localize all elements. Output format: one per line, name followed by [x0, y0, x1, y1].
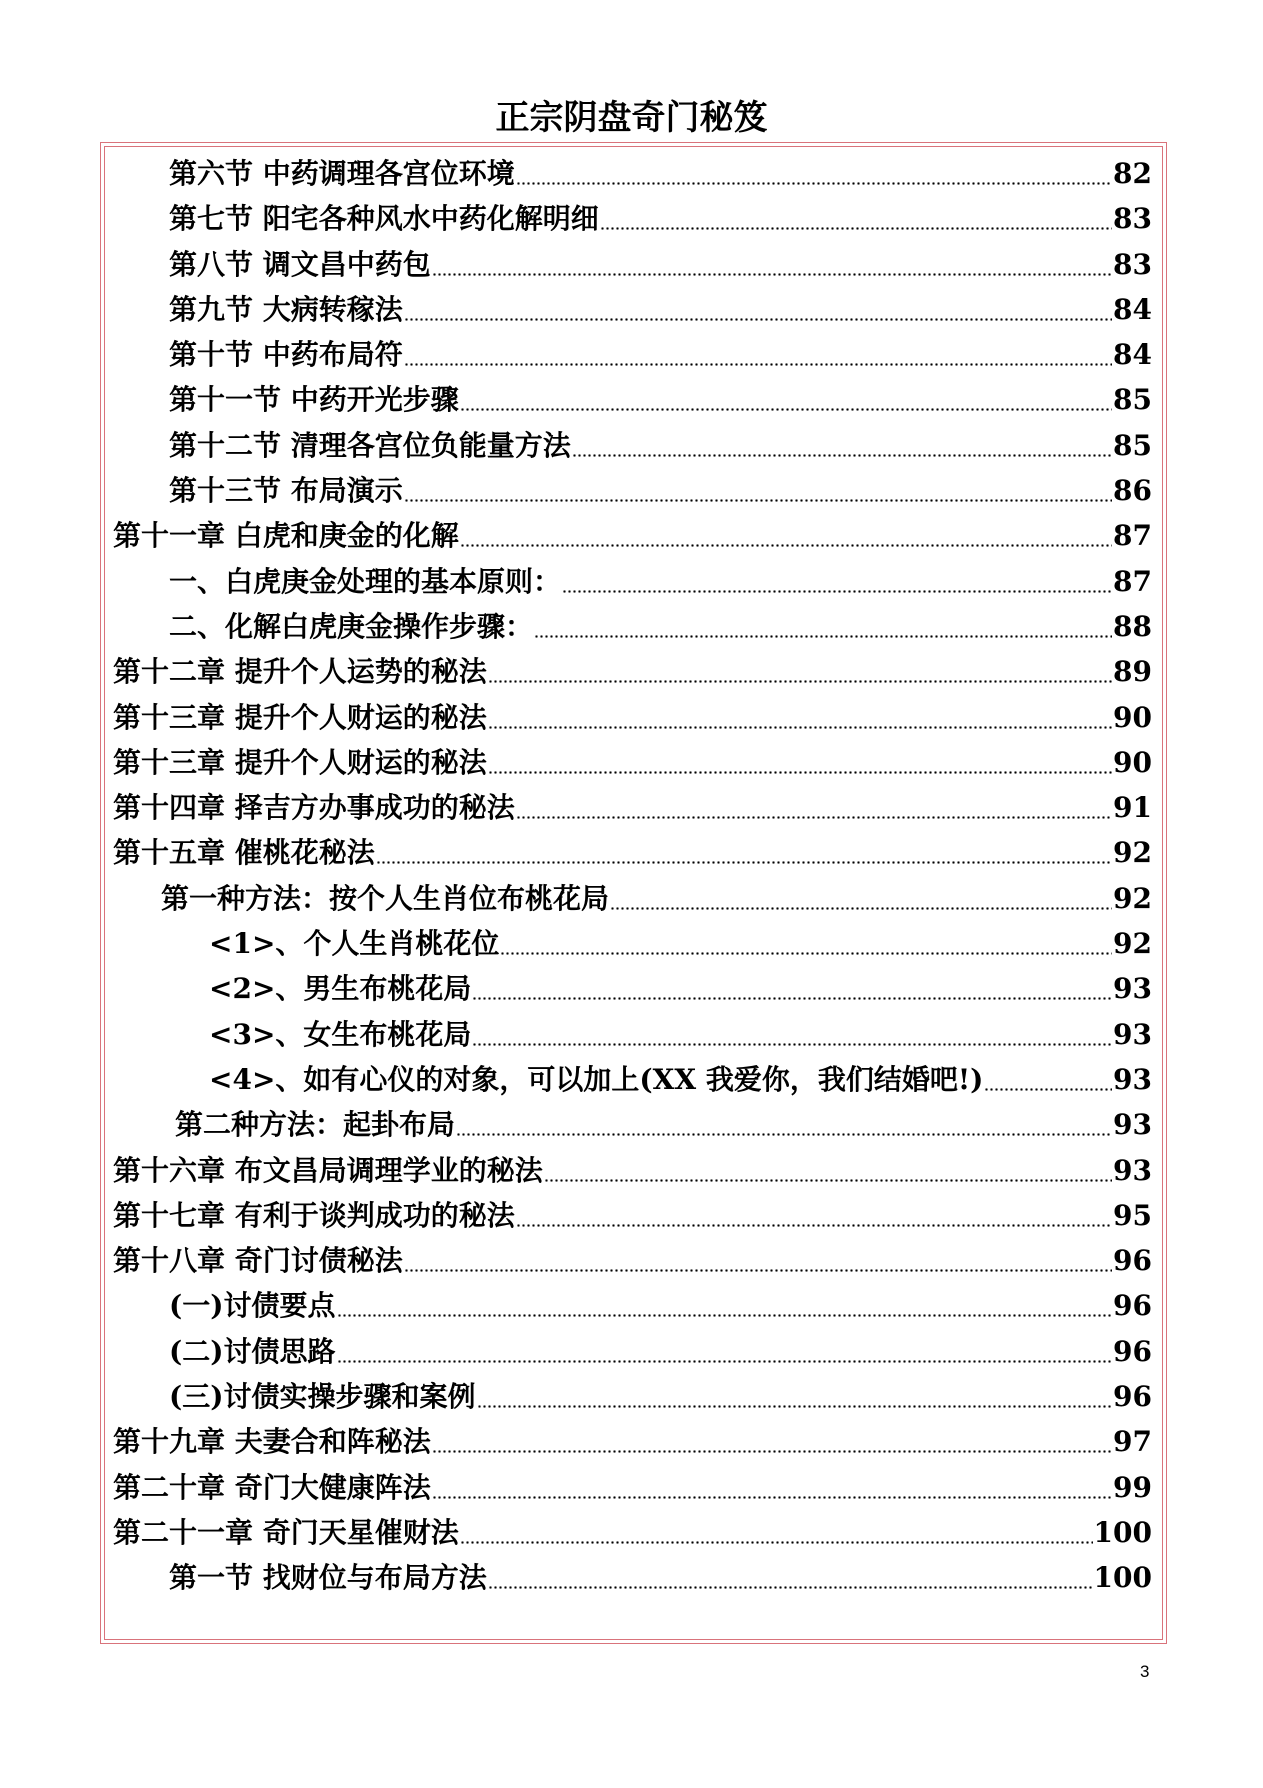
toc-entry[interactable] — [105, 695, 1162, 740]
toc-dot-leader — [456, 1102, 1112, 1147]
toc-entry-page-number: 93 — [1113, 1108, 1152, 1142]
toc-dot-leader — [488, 740, 1112, 785]
toc-entry[interactable] — [105, 966, 1162, 1011]
toc-entry-title: 第八节 调文昌中药包 — [169, 247, 431, 281]
page-number: 3 — [1140, 1662, 1150, 1681]
toc-entry-title: 第十三章 提升个人财运的秘法 — [113, 745, 487, 779]
toc-dot-leader — [477, 1374, 1113, 1419]
toc-dot-leader — [544, 1148, 1112, 1193]
toc-dot-leader — [516, 1193, 1112, 1238]
toc-dot-leader — [572, 423, 1112, 468]
toc-entry-title: 第十九章 夫妻合和阵秘法 — [113, 1425, 431, 1459]
toc-entry-title: 第二种方法：起卦布局 — [175, 1108, 456, 1142]
toc-entry[interactable] — [105, 1283, 1162, 1328]
toc-entry[interactable] — [105, 604, 1162, 649]
toc-entry-page-number: 92 — [1113, 927, 1152, 961]
toc-entry-page-number: 87 — [1113, 564, 1152, 598]
toc-entry-page-number: 93 — [1113, 972, 1152, 1006]
toc-entry[interactable] — [105, 876, 1162, 921]
toc-entry[interactable] — [105, 287, 1162, 332]
toc-entry-page-number: 96 — [1113, 1289, 1152, 1323]
toc-entry[interactable] — [105, 1419, 1162, 1464]
toc-entry-page-number: 95 — [1113, 1198, 1152, 1232]
toc-entry[interactable] — [105, 921, 1162, 966]
toc-entry-title: 第十节 中药布局符 — [169, 338, 403, 372]
toc-entry-page-number: 92 — [1113, 881, 1152, 915]
toc-dot-leader — [432, 1419, 1112, 1464]
toc-dot-leader — [562, 559, 1112, 604]
toc-entry[interactable] — [105, 468, 1162, 513]
toc-dot-leader — [488, 1555, 1093, 1600]
toc-dot-leader — [472, 966, 1112, 1011]
toc-entry-title: 第一种方法：按个人生肖位布桃花局 — [161, 881, 610, 915]
toc-entry-title: (三)讨债实操步骤和案例 — [169, 1380, 476, 1414]
toc-entry-title: 第十二章 提升个人运势的秘法 — [113, 655, 487, 689]
toc-entry-page-number: 96 — [1113, 1380, 1152, 1414]
toc-entry-title: 第十八章 奇门讨债秘法 — [113, 1244, 403, 1278]
toc-entry-title: 第二十章 奇门大健康阵法 — [113, 1470, 431, 1504]
toc-entry[interactable] — [105, 1329, 1162, 1374]
toc-entry[interactable] — [105, 1374, 1162, 1419]
toc-entry[interactable] — [105, 423, 1162, 468]
toc-dot-leader — [404, 468, 1112, 513]
toc-entry-title: 第一节 找财位与布局方法 — [169, 1561, 487, 1595]
toc-entry-title: 第十一节 中药开光步骤 — [169, 383, 459, 417]
toc-entry[interactable] — [105, 1193, 1162, 1238]
toc-dot-leader — [600, 196, 1112, 241]
toc-entry-page-number: 90 — [1113, 745, 1152, 779]
toc-entry-page-number: 96 — [1113, 1244, 1152, 1278]
toc-entry-title: 第十一章 白虎和庚金的化解 — [113, 519, 459, 553]
toc-dot-leader — [432, 1465, 1112, 1510]
toc-entry[interactable] — [105, 377, 1162, 422]
toc-entry-page-number: 85 — [1113, 383, 1152, 417]
toc-entry-page-number: 89 — [1113, 655, 1152, 689]
toc-entry-page-number: 87 — [1113, 519, 1152, 553]
toc-entry-title: 二、化解白虎庚金操作步骤： — [169, 609, 534, 643]
toc-entry-page-number: 83 — [1113, 247, 1152, 281]
toc-entry[interactable] — [105, 1102, 1162, 1147]
toc-entry-page-number: 82 — [1113, 157, 1152, 190]
toc-dot-leader — [460, 1510, 1093, 1555]
toc-entry[interactable] — [105, 1555, 1162, 1600]
toc-entry[interactable] — [105, 1510, 1162, 1555]
toc-entry-title: 第十五章 催桃花秘法 — [113, 836, 375, 870]
toc-entry-page-number: 100 — [1093, 1515, 1152, 1549]
toc-dot-leader — [472, 1012, 1112, 1057]
toc-entry[interactable] — [105, 1057, 1162, 1102]
toc-entry[interactable] — [105, 151, 1162, 196]
toc-entry[interactable] — [105, 1465, 1162, 1510]
toc-dot-leader — [404, 332, 1112, 377]
table-of-contents — [105, 151, 1162, 1601]
table-of-contents-frame — [104, 146, 1163, 1640]
toc-entry[interactable] — [105, 513, 1162, 558]
toc-entry-page-number: 97 — [1113, 1425, 1152, 1459]
toc-entry[interactable] — [105, 830, 1162, 875]
toc-entry-title: <2>、男生布桃花局 — [209, 972, 472, 1006]
toc-entry-page-number: 83 — [1113, 202, 1152, 236]
toc-entry-page-number: 90 — [1113, 700, 1152, 734]
toc-dot-leader — [404, 287, 1112, 332]
toc-entry-page-number: 86 — [1113, 474, 1152, 508]
toc-dot-leader — [337, 1283, 1113, 1328]
toc-dot-leader — [460, 377, 1112, 422]
toc-entry-title: 第十三节 布局演示 — [169, 474, 403, 508]
toc-entry-title: <1>、个人生肖桃花位 — [209, 927, 500, 961]
toc-entry-page-number: 88 — [1113, 609, 1152, 643]
toc-dot-leader — [404, 1238, 1112, 1283]
toc-dot-leader — [610, 876, 1112, 921]
toc-dot-leader — [534, 604, 1112, 649]
toc-entry[interactable] — [105, 196, 1162, 241]
toc-dot-leader — [376, 830, 1112, 875]
toc-entry[interactable] — [105, 559, 1162, 604]
toc-entry-page-number: 85 — [1113, 428, 1152, 462]
toc-entry-page-number: 99 — [1113, 1470, 1152, 1504]
toc-entry-page-number: 100 — [1093, 1561, 1152, 1595]
toc-dot-leader — [500, 921, 1112, 966]
toc-dot-leader — [460, 513, 1112, 558]
toc-entry-title: 第九节 大病转稼法 — [169, 292, 403, 326]
toc-entry[interactable] — [105, 1238, 1162, 1283]
toc-entry-title: <3>、女生布桃花局 — [209, 1017, 472, 1051]
toc-entry[interactable] — [105, 242, 1162, 287]
toc-entry[interactable] — [105, 740, 1162, 785]
toc-entry-page-number: 93 — [1113, 1017, 1152, 1051]
toc-entry-page-number: 96 — [1113, 1334, 1152, 1368]
toc-entry-page-number: 93 — [1113, 1062, 1152, 1096]
toc-entry-title: 一、白虎庚金处理的基本原则： — [169, 564, 562, 598]
toc-entry-page-number: 84 — [1113, 338, 1152, 372]
toc-entry-page-number: 84 — [1113, 292, 1152, 326]
toc-dot-leader — [432, 242, 1112, 287]
toc-dot-leader — [984, 1057, 1112, 1102]
toc-entry-page-number: 92 — [1113, 836, 1152, 870]
toc-entry-page-number: 91 — [1113, 791, 1152, 825]
toc-entry[interactable] — [105, 1012, 1162, 1057]
toc-entry[interactable] — [105, 785, 1162, 830]
toc-entry-title: 第七节 阳宅各种风水中药化解明细 — [169, 202, 599, 236]
toc-dot-leader — [337, 1329, 1113, 1374]
toc-entry-page-number: 93 — [1113, 1153, 1152, 1187]
toc-dot-leader — [488, 649, 1112, 694]
toc-entry-title: 第六节 中药调理各宫位环境 — [169, 157, 515, 190]
toc-entry-title: (一)讨债要点 — [169, 1289, 336, 1323]
toc-entry[interactable] — [105, 1148, 1162, 1193]
toc-entry-title: 第十四章 择吉方办事成功的秘法 — [113, 791, 515, 825]
toc-entry[interactable] — [105, 649, 1162, 694]
toc-entry-title: (二)讨债思路 — [169, 1334, 336, 1368]
toc-dot-leader — [488, 695, 1112, 740]
toc-entry-title: 第二十一章 奇门天星催财法 — [113, 1515, 459, 1549]
toc-dot-leader — [516, 785, 1112, 830]
toc-entry[interactable] — [105, 332, 1162, 377]
document-title: 正宗阴盘奇门秘笈 — [495, 98, 768, 138]
toc-entry-title: <4>、如有心仪的对象，可以加上(XX 我爱你，我们结婚吧!) — [209, 1062, 984, 1096]
toc-dot-leader — [516, 151, 1112, 196]
toc-entry-title: 第十七章 有利于谈判成功的秘法 — [113, 1198, 515, 1232]
toc-entry-title: 第十六章 布文昌局调理学业的秘法 — [113, 1153, 543, 1187]
toc-entry-title: 第十二节 清理各宫位负能量方法 — [169, 428, 571, 462]
toc-entry-title: 第十三章 提升个人财运的秘法 — [113, 700, 487, 734]
